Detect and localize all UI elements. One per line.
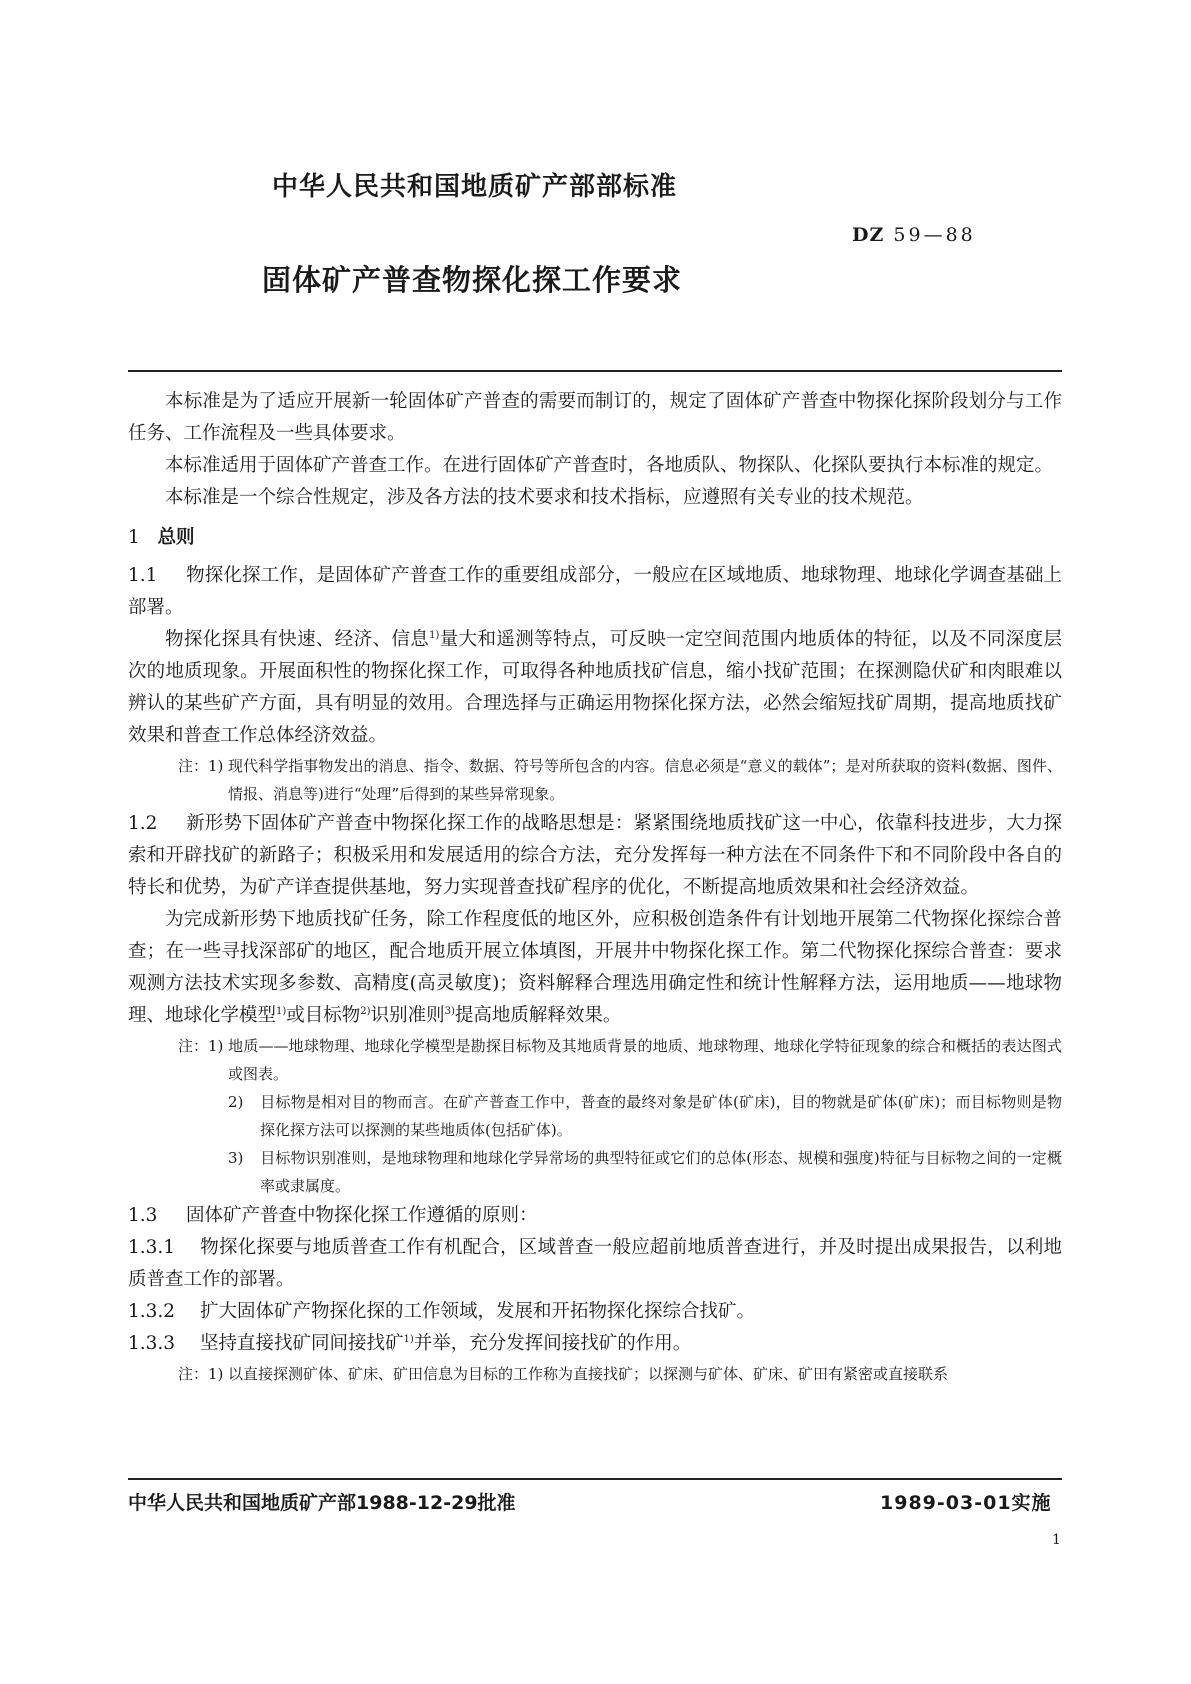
- clause-text: 固体矿产普查中物探化探工作遵循的原则：: [186, 1205, 538, 1226]
- section-title: 总则: [157, 527, 195, 548]
- footnote-ref: 1): [276, 1005, 287, 1017]
- note-text: 以直接探测矿体、矿床、矿田信息为目标的工作称为直接找矿；以探测与矿体、矿床、矿田有紧密或直接联系: [228, 1365, 949, 1383]
- note-label: 注：1): [178, 1365, 224, 1383]
- header-divider: [128, 370, 1062, 372]
- intro-paragraph-3: 本标准是一个综合性规定，涉及各方法的技术要求和技术指标，应遵照有关专业的技术规范。: [165, 487, 924, 508]
- footnote-ref: 2): [360, 1005, 371, 1017]
- section-number: 1: [128, 527, 140, 548]
- document-body: [128, 386, 1062, 1388]
- clause-number: 1.3.3: [128, 1333, 176, 1354]
- note-1-2-3: [128, 1144, 1062, 1200]
- note-text: 现代科学指事物发出的消息、指令、数据、符号等所包含的内容。信息必须是“意义的载体”；是对所获取的资料(数据、图件、情报、消息等)进行“处理”后得到的某些异常现象。: [228, 757, 1062, 803]
- footnote-ref: 3): [444, 1005, 455, 1017]
- clause-number: 1.3: [128, 1205, 158, 1226]
- text-run: 为完成新形势下地质找矿任务，除工作程度低的地区外，应积极创造条件有计划地开展第二代物探化探综合普查；在一些寻找深部矿的地区，配合地质开展立体填图，开展井中物探化探工作。第二代物探化探综合普查：要求观测方法技术实现多参数、高精度(高灵敏度)；资料解释合理选用确定性和统计性解释方法，运用地质——地球物理、地球化学模型: [128, 909, 1062, 1026]
- document-title: 固体矿产普查物探化探工作要求: [262, 263, 683, 297]
- standard-code: [852, 224, 976, 246]
- clause-1-2: [128, 808, 1062, 904]
- text-run: 坚持直接找矿同间接找矿: [200, 1333, 404, 1354]
- clause-1-1: [128, 560, 1062, 624]
- clause-text: 物探化探要与地质普查工作有机配合，区域普查一般应超前地质普查进行，并及时提出成果报告，以利地质普查工作的部署。: [128, 1237, 1062, 1290]
- clause-number: 1.1: [128, 565, 158, 586]
- note-1-1: [128, 752, 1062, 808]
- footnote-ref: 1): [403, 1333, 414, 1345]
- clause-text: 新形势下固体矿产普查中物探化探工作的战略思想是：紧紧围绕地质找矿这一中心，依靠科技进步，大力探索和开辟找矿的新路子；积极采用和发展适用的综合方法，充分发挥每一种方法在不同条件下和不同阶段中各自的特长和优势，为矿产详查提供基地，努力实现普查找矿程序的优化，不断提高地质效果和社会经济效益。: [128, 813, 1062, 898]
- effective-date: 1989-03-01实施: [880, 1492, 1052, 1514]
- clause-1-3: [128, 1200, 1062, 1232]
- text-run: 或目标物: [286, 1005, 361, 1026]
- note-label: 注：1): [178, 1037, 224, 1055]
- note-text: 目标物识别准则，是地球物理和地球化学异常场的典型特征或它们的总体(形态、规模和强度)特征与目标物之间的一定概率或隶属度。: [260, 1149, 1062, 1195]
- text-run: 提高地质解释效果。: [454, 1005, 622, 1026]
- text-run: 识别准则: [370, 1005, 445, 1026]
- clause-1-3-3: [128, 1328, 1062, 1360]
- page-number: 1: [1052, 1532, 1061, 1548]
- clause-1-3-2: [128, 1296, 1062, 1328]
- footer-divider: [128, 1478, 1062, 1480]
- clause-number: 1.3.1: [128, 1237, 176, 1258]
- intro-paragraph-2: 本标准适用于固体矿产普查工作。在进行固体矿产普查时，各地质队、物探队、化探队要执行本标准的规定。: [165, 455, 1054, 476]
- clause-number: 1.2: [128, 813, 158, 834]
- clause-text: 物探化探工作，是固体矿产普查工作的重要组成部分，一般应在区域地质、地球物理、地球化学调查基础上部署。: [128, 565, 1062, 618]
- footnote-ref: 1): [429, 629, 440, 641]
- clause-1-3-1: [128, 1232, 1062, 1296]
- note-1-2-1: [128, 1032, 1062, 1088]
- clause-number: 1.3.2: [128, 1301, 176, 1322]
- clause-1-1-paragraph-2: [128, 624, 1062, 752]
- note-1-2-2: [128, 1088, 1062, 1144]
- text-run: 量大和遥测等特点，可反映一定空间范围内地质体的特征，以及不同深度层次的地质现象。开展面积性的物探化探工作，可取得各种地质找矿信息，缩小找矿范围；在探测隐伏矿和肉眼难以辨认的某些矿产方面，具有明显的效用。合理选择与正确运用物探化探方法，必然会缩短找矿周期，提高地质找矿效果和普查工作总体经济效益。: [128, 629, 1062, 746]
- section-heading: [128, 522, 1062, 554]
- clause-1-2-paragraph-2: [128, 904, 1062, 1032]
- note-label: 注：1): [178, 757, 224, 775]
- issuing-authority-title: 中华人民共和国地质矿产部部标准: [272, 172, 678, 202]
- note-label: 3): [228, 1149, 244, 1167]
- text-run: 物探化探具有快速、经济、信息: [165, 629, 430, 650]
- note-label: 2): [228, 1093, 244, 1111]
- note-text: 目标物是相对目的物而言。在矿产普查工作中，普查的最终对象是矿体(矿床)，目的物就是矿体(矿床)；而目标物则是物探化探方法可以探测的某些地质体(包括矿体)。: [260, 1093, 1062, 1139]
- standard-code-prefix: DZ: [852, 224, 885, 246]
- intro-paragraph-1: 本标准是为了适应开展新一轮固体矿产普查的需要而制订的，规定了固体矿产普查中物探化探阶段划分与工作任务、工作流程及一些具体要求。: [128, 391, 1062, 444]
- clause-text: 扩大固体矿产物探化探的工作领域，发展和开拓物探化探综合找矿。: [200, 1301, 756, 1322]
- note-text: 地质——地球物理、地球化学模型是勘探目标物及其地质背景的地质、地球物理、地球化学特征现象的综合和概括的表达图式或图表。: [228, 1037, 1062, 1083]
- text-run: 并举，充分发挥间接找矿的作用。: [413, 1333, 692, 1354]
- approval-line: 中华人民共和国地质矿产部1988-12-29批准: [128, 1492, 516, 1514]
- standard-code-number: 59—88: [893, 224, 976, 246]
- note-1-3-3: [128, 1360, 1062, 1388]
